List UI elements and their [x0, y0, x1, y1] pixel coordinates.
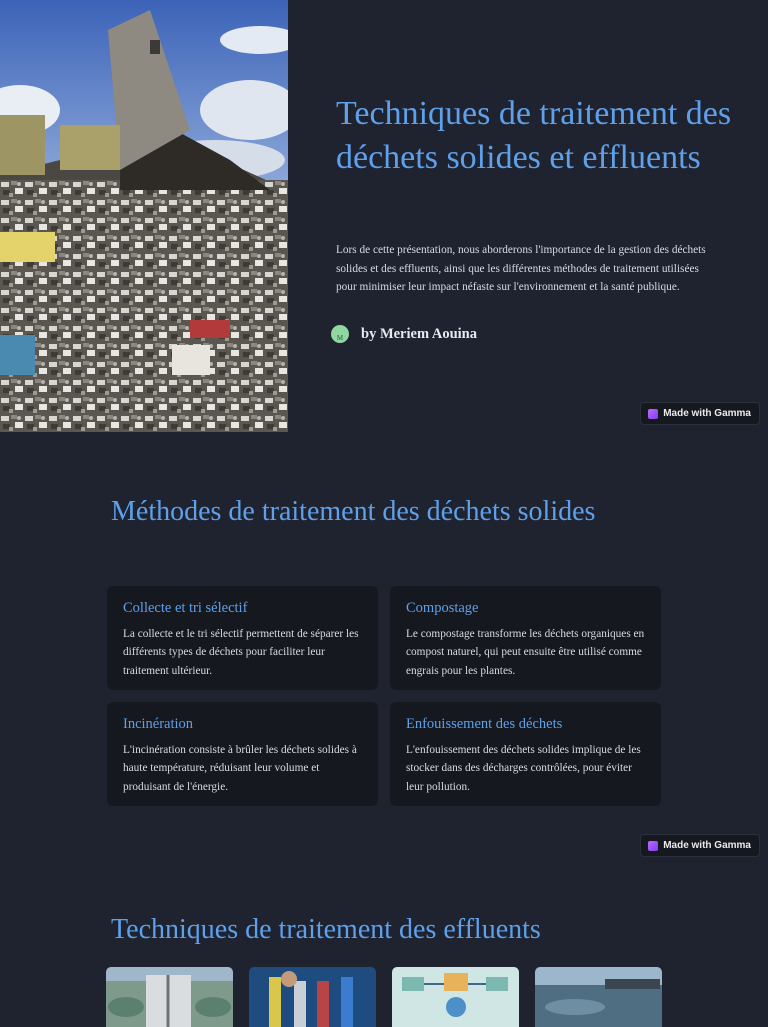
card-text: La collecte et le tri sélectif permettent de séparer les différents types de déchets pour faciliter leur traitement ultérieur. — [123, 628, 359, 677]
lab-samples-image — [249, 967, 376, 1027]
card-text: L'incinération consiste à brûler les déchets solides à haute température, réduisant leur volume et produisant de l'énergie. — [123, 744, 357, 793]
card-title: Collecte et tri sélectif — [123, 600, 248, 616]
landfill-image — [0, 0, 288, 432]
method-card — [107, 702, 378, 806]
card-title: Incinération — [123, 716, 194, 732]
section-title: Méthodes de traitement des déchets solides — [111, 496, 596, 527]
methods-slide — [0, 432, 768, 864]
gamma-logo-icon — [648, 409, 658, 419]
method-card — [107, 586, 378, 690]
card-text: L'enfouissement des déchets solides implique de les stocker dans des décharges contrôlées, pour éviter leur pollution. — [406, 744, 641, 793]
badge-label: Made with Gamma — [663, 840, 751, 851]
card-title: Enfouissement des déchets — [406, 716, 563, 732]
page-title: Techniques de traitement des déchets solides et effluents — [336, 95, 732, 176]
treatment-plant-image — [106, 967, 233, 1027]
aeration-basin-image — [535, 967, 662, 1027]
section-title: Techniques de traitement des effluents — [111, 914, 541, 945]
author-name: by Meriem Aouina — [361, 325, 477, 342]
effluents-slide — [0, 864, 768, 1024]
process-diagram-image — [392, 967, 519, 1027]
card-text: Le compostage transforme les déchets organiques en compost naturel, qui peut ensuite être utilisé comme engrais pour les plantes. — [406, 628, 645, 677]
method-card — [390, 586, 661, 690]
card-title: Compostage — [406, 600, 479, 616]
intro-paragraph: Lors de cette présentation, nous aborderons l'importance de la gestion des déchets solides et des effluents, ainsi que les différentes méthodes de traitement utilisées pour minimiser leur impact néfaste sur l'environnement et la santé publique. — [336, 244, 706, 294]
avatar: M — [331, 325, 349, 343]
made-with-gamma-button[interactable] — [640, 402, 760, 425]
method-card — [390, 702, 661, 806]
author-line — [331, 325, 477, 343]
title-slide — [0, 0, 768, 432]
gamma-logo-icon — [648, 841, 658, 851]
badge-label: Made with Gamma — [663, 408, 751, 419]
made-with-gamma-button[interactable] — [640, 834, 760, 857]
